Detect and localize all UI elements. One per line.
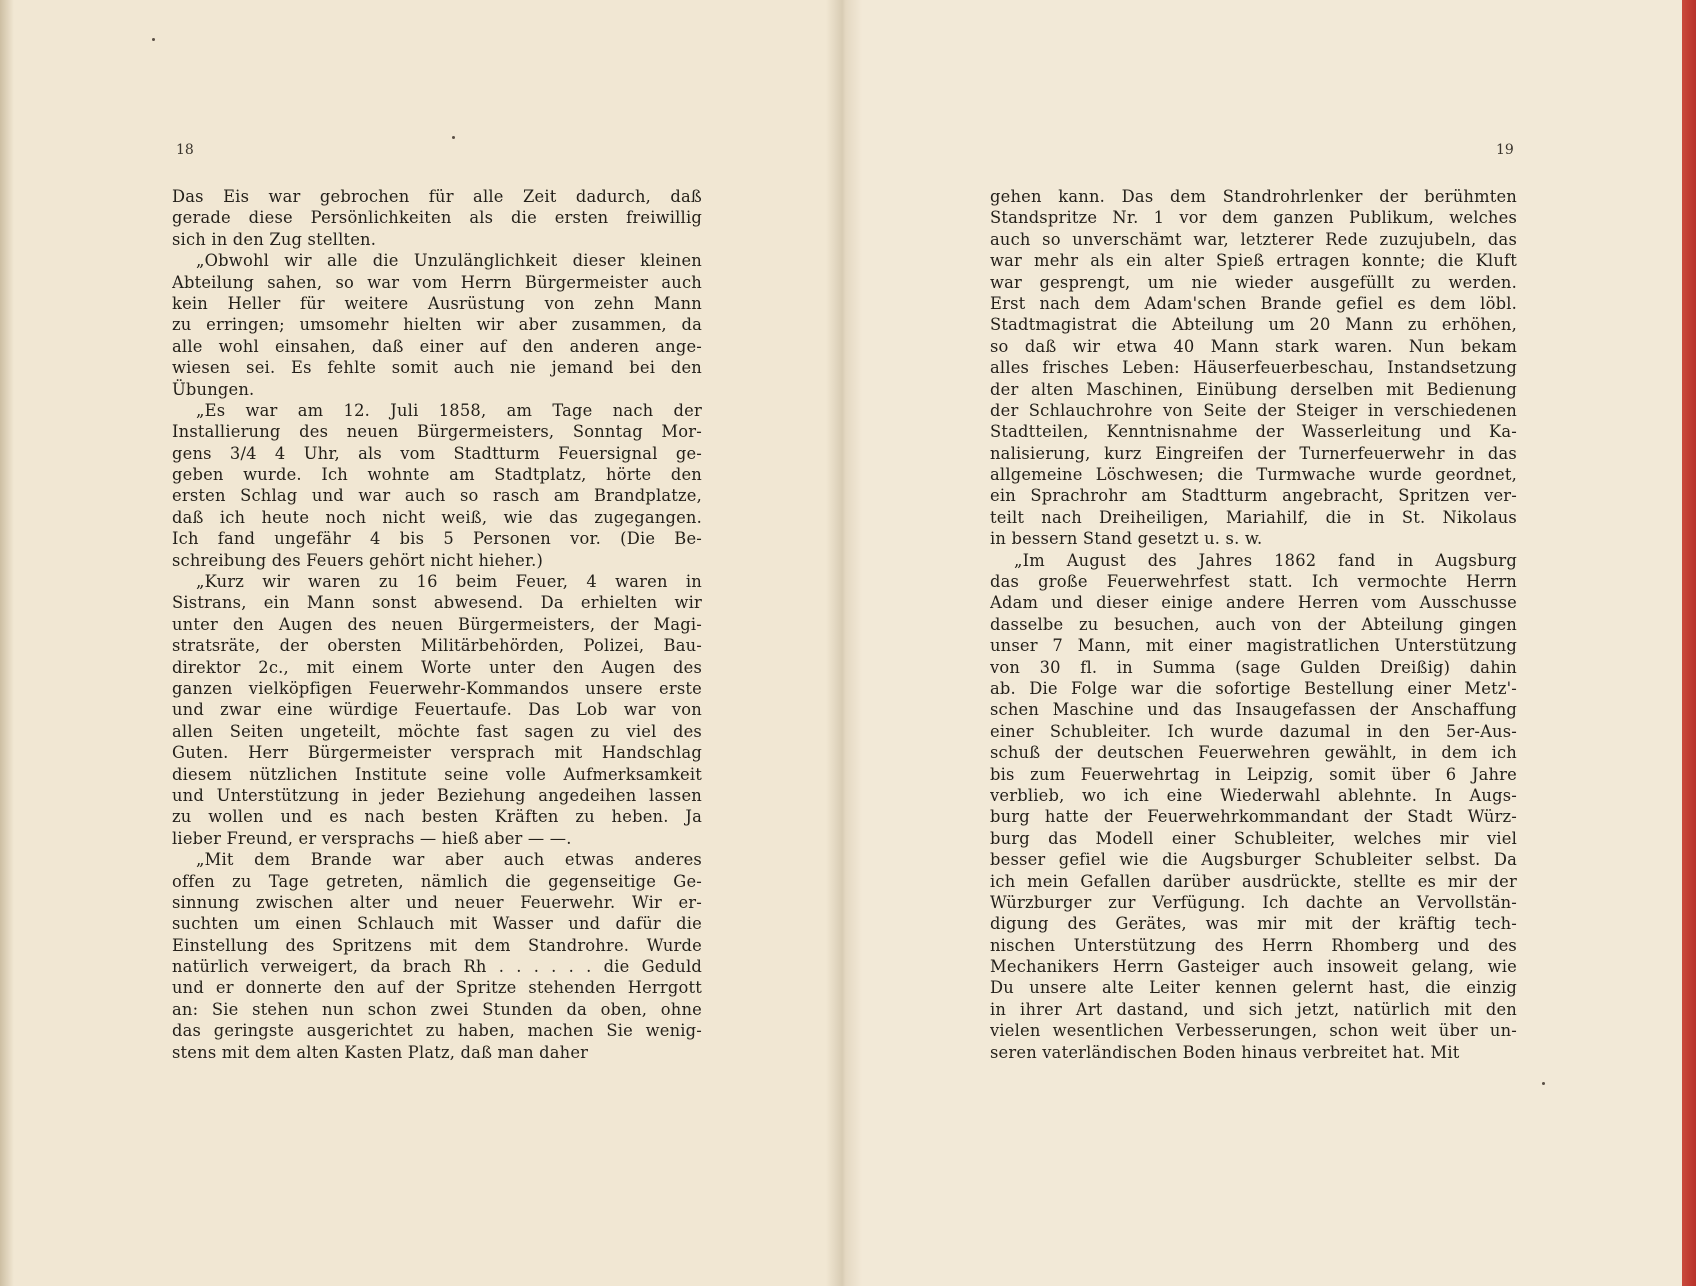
- text-line: besser gefiel wie die Augsburger Schubleiter selbst. Da: [990, 850, 1517, 870]
- text-line: Stadtmagistrat die Abteilung um 20 Mann zu erhöhen,: [990, 315, 1517, 335]
- text-line: Installierung des neuen Bürgermeisters, Sonntag Mor-: [172, 422, 702, 442]
- text-line: das geringste ausgerichtet zu haben, machen Sie wenig-: [172, 1021, 702, 1041]
- text-line: ab. Die Folge war die sofortige Bestellung einer Metz'-: [990, 678, 1517, 698]
- text-line: Ich fand ungefähr 4 bis 5 Personen vor. (Die Be-: [172, 529, 702, 549]
- text-line: nalisierung, kurz Eingreifen der Turnerfeuerwehr in das: [990, 443, 1517, 463]
- paper-speck: [1542, 1082, 1545, 1085]
- text-line: „Mit dem Brande war aber auch etwas anderes: [196, 850, 702, 870]
- text-line: kein Heller für weitere Ausrüstung von zehn Mann: [172, 293, 702, 313]
- text-line: suchten um einen Schlauch mit Wasser und dafür die: [172, 914, 702, 934]
- text-line: direktor 2c., mit einem Worte unter den Augen des: [172, 657, 702, 677]
- text-line: ersten Schlag und war auch so rasch am Brandplatze,: [172, 486, 702, 506]
- text-line: auch so unverschämt war, letzterer Rede zuzujubeln, das: [990, 229, 1517, 249]
- text-line: wiesen sei. Es fehlte somit auch nie jemand bei den: [172, 358, 702, 378]
- text-line: burg das Modell einer Schubleiter, welches mir viel: [990, 828, 1517, 848]
- text-line: Abteilung sahen, so war vom Herrn Bürgermeister auch: [172, 272, 702, 292]
- page-number-left: 18: [176, 142, 194, 158]
- page-edge-shadow: [0, 0, 14, 1286]
- text-line: das große Feuerwehrfest statt. Ich vermochte Herrn: [990, 572, 1517, 592]
- right-page-body-text: [990, 186, 1517, 1063]
- text-line: natürlich verweigert, da brach Rh . . . . . . die Geduld: [172, 957, 702, 977]
- text-line: gens 3/4 4 Uhr, als vom Stadtturm Feuersignal ge-: [172, 443, 702, 463]
- text-line: „Obwohl wir alle die Unzulänglichkeit dieser kleinen: [196, 251, 702, 271]
- text-line: stratsräte, der obersten Militärbehörden, Polizei, Bau-: [172, 636, 702, 656]
- text-line: digung des Gerätes, was mir mit der kräftig tech-: [990, 914, 1517, 934]
- text-line: verblieb, wo ich eine Wiederwahl ablehnte. In Augs-: [990, 785, 1517, 805]
- text-line: seren vaterländischen Boden hinaus verbreitet hat. Mit: [990, 1042, 1460, 1062]
- text-line: sich in den Zug stellten.: [172, 229, 377, 249]
- text-line: und er donnerte den auf der Spritze stehenden Herrgott: [172, 978, 702, 998]
- text-line: lieber Freund, er versprachs — hieß aber — —.: [172, 828, 572, 848]
- page-number-right: 19: [1496, 142, 1514, 158]
- text-line: ein Sprachrohr am Stadtturm angebracht, Spritzen ver-: [990, 486, 1517, 506]
- text-line: teilt nach Dreiheiligen, Mariahilf, die in St. Nikolaus: [990, 507, 1517, 527]
- text-line: allen Seiten ungeteilt, möchte fast sagen zu viel des: [172, 721, 702, 741]
- paper-speck: [152, 38, 155, 41]
- text-line: alles frisches Leben: Häuserfeuerbeschau, Instandsetzung: [990, 358, 1517, 378]
- text-line: allgemeine Löschwesen; die Turmwache wurde geordnet,: [990, 465, 1517, 485]
- text-line: zu wollen und es nach besten Kräften zu heben. Ja: [172, 807, 702, 827]
- left-page-body-text: [172, 186, 702, 1063]
- text-line: Standspritze Nr. 1 vor dem ganzen Publikum, welches: [990, 208, 1517, 228]
- text-line: war gesprengt, um nie wieder ausgefüllt zu werden.: [990, 272, 1517, 292]
- text-line: Adam und dieser einige andere Herren vom Ausschusse: [990, 593, 1517, 613]
- left-page: [0, 0, 842, 1286]
- text-line: Guten. Herr Bürgermeister versprach mit Handschlag: [172, 743, 702, 763]
- text-line: daß ich heute noch nicht weiß, wie das zugegangen.: [172, 507, 702, 527]
- text-line: Du unsere alte Leiter kennen gelernt hast, die einzig: [990, 978, 1517, 998]
- text-line: nischen Unterstützung des Herrn Rhomberg und des: [990, 935, 1517, 955]
- text-line: ganzen vielköpfigen Feuerwehr-Kommandos unsere erste: [172, 678, 702, 698]
- text-line: einer Schubleiter. Ich wurde dazumal in den 5er-Aus-: [990, 721, 1517, 741]
- text-line: und zwar eine würdige Feuertaufe. Das Lob war von: [172, 700, 702, 720]
- text-line: der Schlauchrohre von Seite der Steiger in verschiedenen: [990, 400, 1517, 420]
- text-line: Würzburger zur Verfügung. Ich dachte an Vervollstän-: [990, 892, 1517, 912]
- text-line: Stadtteilen, Kenntnisnahme der Wasserleitung und Ka-: [990, 422, 1517, 442]
- right-page: [842, 0, 1696, 1286]
- text-line: Übungen.: [172, 379, 255, 399]
- paper-speck: [452, 136, 455, 139]
- text-line: Das Eis war gebrochen für alle Zeit dadurch, daß: [172, 187, 702, 206]
- text-line: Erst nach dem Adam'schen Brande gefiel es dem löbl.: [990, 293, 1517, 313]
- text-line: in bessern Stand gesetzt u. s. w.: [990, 529, 1263, 549]
- text-line: Mechanikers Herrn Gasteiger auch insoweit gelang, wie: [990, 957, 1517, 977]
- text-line: offen zu Tage getreten, nämlich die gegenseitige Ge-: [172, 871, 702, 891]
- text-line: bis zum Feuerwehrtag in Leipzig, somit über 6 Jahre: [990, 764, 1517, 784]
- book-gutter: [826, 0, 862, 1286]
- text-line: war mehr als ein alter Spieß ertragen konnte; die Kluft: [990, 251, 1517, 271]
- text-line: diesem nützlichen Institute seine volle Aufmerksamkeit: [172, 764, 702, 784]
- text-line: gehen kann. Das dem Standrohrlenker der berühmten: [990, 187, 1517, 206]
- text-line: zu erringen; umsomehr hielten wir aber zusammen, da: [172, 315, 702, 335]
- text-line: der alten Maschinen, Einübung derselben mit Bedienung: [990, 379, 1517, 399]
- text-line: so daß wir etwa 40 Mann stark waren. Nun bekam: [990, 336, 1517, 356]
- text-line: „Im August des Jahres 1862 fand in Augsburg: [1014, 550, 1517, 570]
- text-line: Einstellung des Spritzens mit dem Standrohre. Wurde: [172, 935, 702, 955]
- text-line: burg hatte der Feuerwehrkommandant der Stadt Würz-: [990, 807, 1517, 827]
- text-line: ich mein Gefallen darüber ausdrückte, stellte es mir der: [990, 871, 1517, 891]
- text-line: in ihrer Art dastand, und sich jetzt, natürlich mit den: [990, 999, 1517, 1019]
- text-line: alle wohl einsahen, daß einer auf den anderen ange-: [172, 336, 702, 356]
- text-line: an: Sie stehen nun schon zwei Stunden da oben, ohne: [172, 999, 702, 1019]
- text-line: schreibung des Feuers gehört nicht hieher.): [172, 550, 544, 570]
- text-line: „Kurz wir waren zu 16 beim Feuer, 4 waren in: [196, 572, 702, 592]
- text-line: sinnung zwischen alter und neuer Feuerwehr. Wir er-: [172, 892, 702, 912]
- text-line: Sistrans, ein Mann sonst abwesend. Da erhielten wir: [172, 593, 702, 613]
- text-line: vielen wesentlichen Verbesserungen, schon weit über un-: [990, 1021, 1517, 1041]
- text-line: schuß der deutschen Feuerwehren gewählt, in dem ich: [990, 743, 1517, 763]
- text-line: geben wurde. Ich wohnte am Stadtplatz, hörte den: [172, 465, 702, 485]
- text-line: gerade diese Persönlichkeiten als die ersten freiwillig: [172, 208, 702, 228]
- red-cover-edge: [1682, 0, 1696, 1286]
- text-line: „Es war am 12. Juli 1858, am Tage nach der: [196, 400, 702, 420]
- text-line: stens mit dem alten Kasten Platz, daß man daher: [172, 1042, 589, 1062]
- text-line: von 30 fl. in Summa (sage Gulden Dreißig) dahin: [990, 657, 1517, 677]
- text-line: schen Maschine und das Insaugefassen der Anschaffung: [990, 700, 1517, 720]
- text-line: dasselbe zu besuchen, auch von der Abteilung gingen: [990, 614, 1517, 634]
- text-line: und Unterstützung in jeder Beziehung angedeihen lassen: [172, 785, 702, 805]
- text-line: unser 7 Mann, mit einer magistratlichen Unterstützung: [990, 636, 1517, 656]
- text-line: unter den Augen des neuen Bürgermeisters, der Magi-: [172, 614, 702, 634]
